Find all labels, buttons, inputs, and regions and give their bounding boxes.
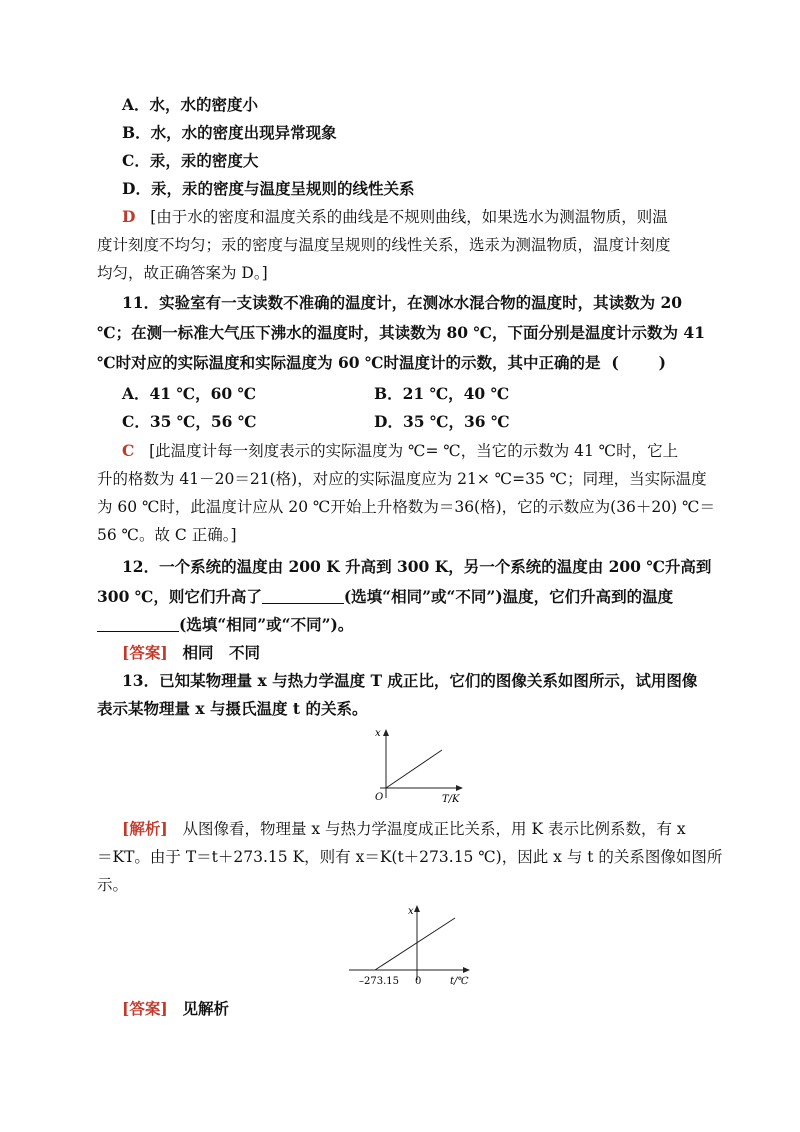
- q11-stem-line-2: ℃；在测一标准大气压下沸水的温度时，其读数为 80 ℃，下面分别是温度计示数为 41: [97, 323, 705, 342]
- q12-stem-prefix: 300 ℃，则它们升高了: [97, 587, 262, 606]
- q10-option-d: D．汞，汞的密度与温度呈规则的线性关系: [122, 179, 415, 198]
- q11-answer-letter: C: [122, 441, 135, 460]
- graph2-x-arrow: [463, 967, 470, 973]
- q13-stem-line-1: 13．已知某物理量 x 与热力学温度 T 成正比，它们的图像关系如图所示，试用图像: [122, 671, 698, 690]
- q11-paren-close: ): [658, 353, 666, 372]
- q12-blank-1[interactable]: [262, 587, 344, 604]
- q12-stem-line-1: 12．一个系统的温度由 200 K 升高到 300 K，另一个系统的温度由 200 ℃升高到: [122, 557, 712, 576]
- q13-analysis-text-1: 从图像看，物理量 x 与热力学温度成正比关系，用 K 表示比例系数，有 x: [182, 820, 686, 838]
- graph1-x-label: T/K: [442, 794, 460, 805]
- q11-stem-text-3: ℃时对应的实际温度和实际温度为 60 ℃时温度计的示数，其中正确的是: [97, 353, 601, 372]
- q12-stem-line-3: [97, 614, 703, 636]
- graph-x-vs-T: [360, 726, 470, 806]
- q10-option-a: A．水，水的密度小: [122, 95, 259, 114]
- graph2-y-arrow: [414, 905, 420, 912]
- graph1-line: [386, 750, 442, 788]
- q13-answer-line: [122, 998, 703, 1020]
- graph-x-vs-t: [345, 900, 480, 992]
- q10-answer-letter: D: [122, 207, 136, 226]
- graph2-y-label: x: [408, 906, 414, 917]
- q10-option-c: C．汞，汞的密度大: [122, 151, 259, 170]
- q11-option-a: A．41 ℃，60 ℃: [122, 384, 257, 403]
- q10-explanation-text-1: [由于水的密度和温度关系的曲线是不规则曲线，如果选水为测温物质，则温: [150, 208, 668, 226]
- graph1-x-arrow: [456, 785, 463, 791]
- graph2-x-label: t/℃: [450, 976, 469, 987]
- q10-explanation-line-2: 度计刻度不均匀；汞的密度与温度呈规则的线性关系，选汞为测温物质，温度计刻度: [97, 236, 671, 254]
- q11-stem-line-3: [97, 352, 703, 374]
- q12-answer-text: 相同 不同: [182, 643, 260, 662]
- q11-option-d: D．35 ℃，36 ℃: [374, 412, 510, 431]
- q10-option-b: B．水，水的密度出现异常现象: [122, 123, 337, 142]
- q12-stem-line-2: [97, 586, 703, 608]
- q11-explanation-text-1: [此温度计每一刻度表示的实际温度为 ℃= ℃，当它的示数为 41 ℃时，它上: [149, 442, 679, 460]
- q13-analysis-line-3: 示。: [97, 876, 129, 894]
- q11-paren-open: (: [611, 353, 619, 372]
- q13-answer-text: 见解析: [182, 999, 229, 1018]
- graph1-y-arrow: [383, 729, 389, 736]
- q13-stem-line-2: 表示某物理量 x 与摄氏温度 t 的关系。: [97, 699, 368, 718]
- graph1-origin-label: O: [375, 792, 384, 803]
- q13-analysis-line-1: [122, 818, 703, 840]
- q12-blank-2[interactable]: [97, 615, 179, 632]
- q11-explanation-line-3: 为 60 ℃时，此温度计应从 20 ℃开始上升格数为＝36(格)，它的示数应为(36＋20) ℃＝: [97, 498, 715, 516]
- q11-explanation-line-2: 升的格数为 41－20＝21(格)，对应的实际温度应为 21× ℃=35 ℃；同理，当实际温度: [97, 470, 707, 488]
- graph2-zero-tick: 0: [415, 976, 422, 987]
- q11-option-b: B．21 ℃，40 ℃: [374, 384, 510, 403]
- q11-stem-line-1: 11．实验室有一支读数不准确的温度计，在测冰水混合物的温度时，其读数为 20: [122, 293, 683, 312]
- graph2-neg-tick: –273.15: [359, 976, 399, 987]
- q12-stem-suffix: (选填“相同”或“不同”)温度，它们升高到的温度: [343, 587, 674, 606]
- q12-answer-line: [122, 642, 703, 664]
- q11-option-c: C．35 ℃，56 ℃: [122, 412, 257, 431]
- q13-answer-tag: [答案]: [122, 999, 168, 1018]
- q10-explanation-line-1: [122, 206, 703, 228]
- q12-answer-tag: [答案]: [122, 643, 168, 662]
- q11-explanation-line-1: [122, 440, 703, 462]
- q11-explanation-line-4: 56 ℃。故 C 正确。]: [97, 526, 237, 544]
- q10-explanation-line-3: 均匀，故正确答案为 D。]: [97, 264, 268, 282]
- graph2-line: [375, 918, 455, 970]
- q12-stem-suffix-2: (选填“相同”或“不同”)。: [179, 615, 354, 634]
- q13-analysis-tag: [解析]: [122, 819, 168, 838]
- graph1-y-label: x: [375, 728, 381, 739]
- q13-analysis-line-2: ＝KT。由于 T＝t＋273.15 K，则有 x＝K(t＋273.15 ℃)，因此 x 与 t 的关系图像如图所: [97, 848, 723, 866]
